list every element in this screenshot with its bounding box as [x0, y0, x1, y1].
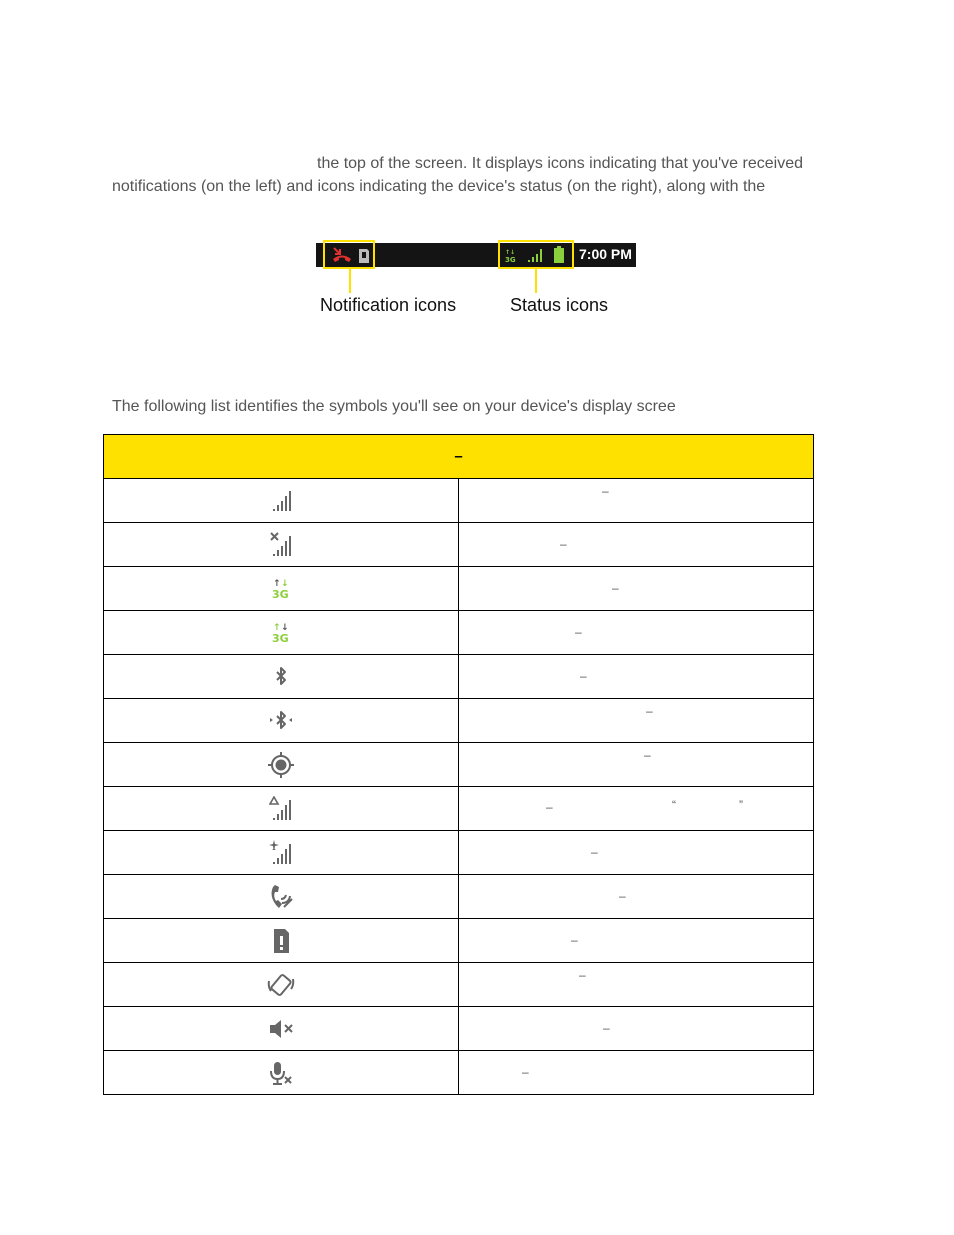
row-dash: – — [522, 1065, 529, 1079]
3g-data-dormant-icon — [271, 621, 291, 645]
table-row — [104, 699, 814, 743]
table-row — [104, 1007, 814, 1051]
row-dash: – — [646, 704, 653, 718]
row-dash: – — [603, 1021, 610, 1035]
row-dash: – — [575, 625, 582, 639]
table-row — [104, 611, 814, 655]
svg-text:↑↓: ↑↓ — [505, 249, 516, 256]
svg-text:↑: ↑ — [273, 578, 281, 589]
svg-text:↑: ↑ — [273, 622, 281, 633]
svg-text:3G: 3G — [505, 256, 516, 263]
row-dash: – — [571, 933, 578, 947]
table-row — [104, 831, 814, 875]
no-sd-card-icon — [271, 928, 291, 954]
table-row — [104, 479, 814, 523]
bluetooth-on-icon — [271, 665, 291, 689]
svg-text:3G: 3G — [272, 587, 289, 601]
notification-leader-line — [349, 269, 351, 293]
table-row — [104, 655, 814, 699]
table-row — [104, 523, 814, 567]
table-row — [104, 919, 814, 963]
table-header: – — [104, 435, 814, 479]
notification-icons-label: Notification icons — [320, 295, 457, 315]
notification-highlight — [323, 240, 375, 269]
status-icons-label: Status icons — [510, 295, 609, 315]
close-quote: ” — [739, 798, 743, 812]
table-row — [104, 963, 814, 1007]
table-row — [104, 875, 814, 919]
status-icons-table — [103, 434, 814, 1095]
microphone-muted-icon — [268, 1060, 294, 1086]
3g-data-active-icon — [271, 577, 291, 601]
table-row — [104, 743, 814, 787]
row-dash: – — [591, 845, 598, 859]
speakerphone-icon — [267, 883, 295, 911]
vibrate-mode-icon — [267, 971, 295, 999]
list-intro: The following list identifies the symbols you'll see on your device's display scree — [112, 398, 676, 415]
table-row — [104, 567, 814, 611]
no-service-icon — [269, 532, 293, 558]
row-dash: – — [602, 484, 609, 498]
row-dash: – — [644, 748, 651, 762]
row-dash: – — [560, 537, 567, 551]
row-dash: – — [580, 669, 587, 683]
intro-line-1: the top of the screen. It displays icons indicating that you've received — [317, 155, 803, 172]
svg-text:3G: 3G — [272, 631, 289, 645]
svg-text:↓: ↓ — [281, 622, 289, 633]
table-row — [104, 787, 814, 831]
roaming-icon — [269, 796, 293, 822]
row-dash: – — [619, 889, 626, 903]
status-bar-figure — [316, 240, 646, 320]
gps-active-icon — [267, 751, 295, 779]
row-dash: – — [546, 800, 553, 814]
open-quote: “ — [672, 798, 676, 812]
table-row — [104, 1051, 814, 1095]
svg-text:↓: ↓ — [281, 578, 289, 589]
table-header-row — [104, 435, 814, 479]
bluetooth-connected-icon — [268, 709, 294, 733]
status-highlight — [498, 240, 574, 269]
intro-line-2: notifications (on the left) and icons indicating the device's status (on the right), along with the — [112, 178, 766, 195]
row-dash: – — [612, 581, 619, 595]
status-leader-line — [535, 269, 537, 293]
row-dash: – — [579, 968, 586, 982]
status-time: 7:00 PM — [579, 246, 632, 262]
airplane-mode-icon — [269, 840, 293, 866]
ringer-silenced-icon — [267, 1017, 295, 1041]
signal-strength-icon — [269, 489, 293, 513]
